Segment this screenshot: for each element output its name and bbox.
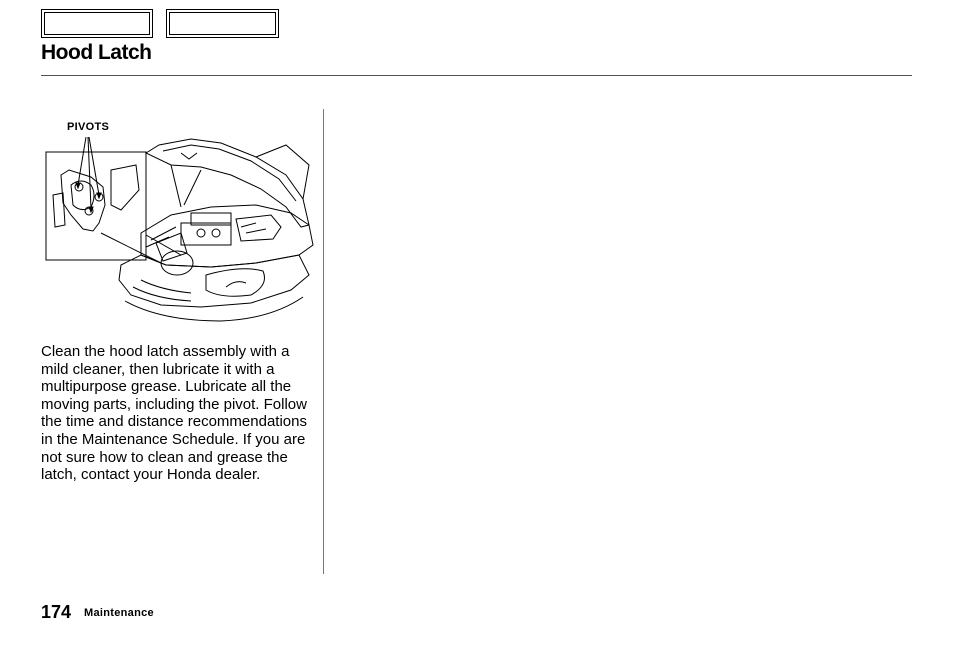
page-title: Hood Latch [41, 41, 152, 64]
section-name: Maintenance [84, 607, 154, 619]
pivots-callout-label: PIVOTS [67, 121, 110, 133]
column-divider [323, 109, 324, 574]
title-divider [41, 75, 912, 76]
body-paragraph: Clean the hood latch assembly with a mild cleaner, then lubricate it with a multipurpose grease. Lubricate all the moving parts, including the pivot. Follow the time and distance recommendations in the Maintenance Schedule. If you are not sure how to clean and grease the latch, contact your Honda dealer. [41, 343, 307, 484]
hood-latch-illustration [41, 115, 316, 330]
page-number: 174 [41, 602, 72, 622]
nav-button-previous[interactable] [41, 9, 153, 38]
nav-button-next[interactable] [166, 9, 279, 38]
